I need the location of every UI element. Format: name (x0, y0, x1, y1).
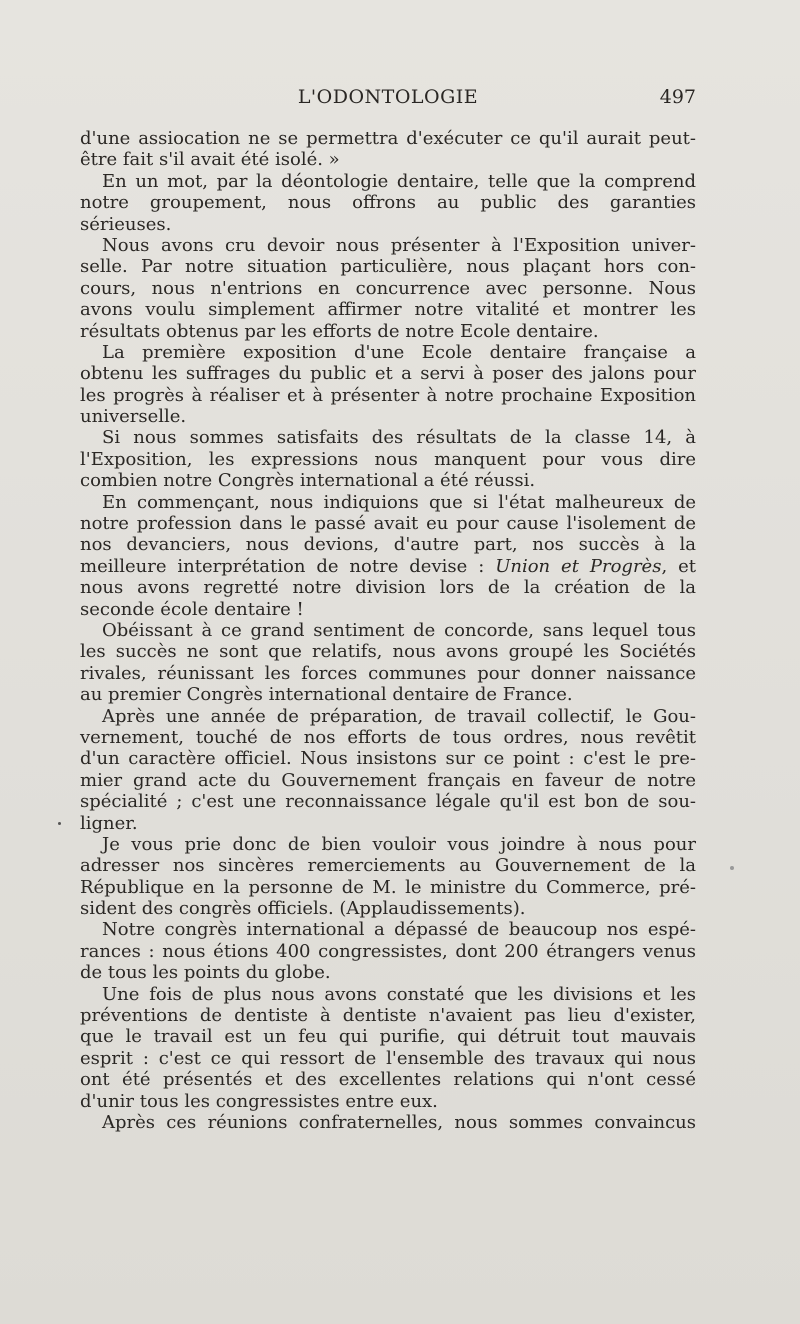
print-speck (730, 866, 734, 870)
text-line: d'unir tous les congressistes entre eux. (80, 1090, 438, 1112)
text-line: Je vous prie donc de bien vouloir vous joindre à nous pour (102, 833, 696, 855)
text-line: Une fois de plus nous avons constaté que les divisions et les (102, 983, 696, 1005)
text-line: sérieuses. (80, 213, 172, 235)
text-line: obtenu les suffrages du public et a servi à poser des jalons pour (80, 363, 696, 385)
text-line: de tous les points du globe. (80, 962, 331, 984)
text-line: cours, nous n'entrions en concurrence avec personne. Nous (80, 277, 696, 299)
text-line: que le travail est un feu qui purifie, qui détruit tout mauvais (80, 1026, 696, 1048)
text-line: Après une année de préparation, de travail collectif, le Gou- (102, 705, 696, 727)
text-line: En un mot, par la déontologie dentaire, telle que la comprend (102, 170, 696, 192)
text-line: ont été présentés et des excellentes relations qui n'ont cessé (80, 1069, 696, 1091)
motto-text: Union et Progrès (495, 555, 662, 577)
text-segment: , et (661, 555, 696, 577)
text-line: d'une assiocation ne se permettra d'exécuter ce qu'il aurait peut- (80, 128, 696, 149)
page-number: 497 (659, 86, 696, 108)
text-line: adresser nos sincères remerciements au Gouvernement de la (80, 855, 696, 877)
page-text (80, 128, 696, 1133)
text-line: République en la personne de M. le ministre du Commerce, pré- (80, 876, 696, 898)
text-line: spécialité ; c'est une reconnaissance légale qu'il est bon de sou- (80, 791, 696, 813)
text-line: seconde école dentaire ! (80, 598, 304, 620)
text-line: au premier Congrès international dentaire de France. (80, 684, 573, 706)
text-line: notre profession dans le passé avait eu pour cause l'isolement de (80, 513, 696, 535)
text-line-motto (80, 556, 696, 577)
text-line: ligner. (80, 812, 138, 834)
text-line: notre groupement, nous offrons au public des garanties (80, 192, 696, 214)
text-line: Après ces réunions confraternelles, nous sommes convaincus (102, 1111, 696, 1133)
text-line: Obéissant à ce grand sentiment de concorde, sans lequel tous (102, 619, 696, 641)
text-line: sident des congrès officiels. (Applaudissements). (80, 898, 526, 920)
text-line: nous avons regretté notre division lors de la création de la (80, 577, 696, 599)
text-line: vernement, touché de nos efforts de tous ordres, nous revêtit (80, 726, 696, 748)
text-line: esprit : c'est ce qui ressort de l'ensemble des travaux qui nous (80, 1047, 696, 1069)
text-line: rances : nous étions 400 congressistes, dont 200 étrangers venus (80, 940, 696, 962)
text-line: En commençant, nous indiquions que si l'état malheureux de (102, 491, 696, 513)
text-line: l'Exposition, les expressions nous manquent pour vous dire (80, 448, 696, 470)
text-segment: meilleure interprétation de notre devise : (80, 555, 485, 577)
text-line: les succès ne sont que relatifs, nous avons groupé les Sociétés (80, 641, 696, 663)
text-line: mier grand acte du Gouvernement français en faveur de notre (80, 769, 696, 791)
text-line: Notre congrès international a dépassé de beaucoup nos espé- (102, 919, 696, 941)
text-line: avons voulu simplement affirmer notre vitalité et montrer les (80, 299, 696, 321)
text-line: rivales, réunissant les forces communes pour donner naissance (80, 662, 696, 684)
running-header (80, 86, 696, 116)
text-line: les progrès à réaliser et à présenter à notre prochaine Exposition (80, 384, 696, 406)
text-line: universelle. (80, 406, 187, 428)
print-speck (58, 822, 61, 825)
text-line: Si nous sommes satisfaits des résultats de la classe 14, à (102, 427, 696, 449)
text-line: préventions de dentiste à dentiste n'avaient pas lieu d'exister, (80, 1005, 696, 1027)
text-line: d'un caractère officiel. Nous insistons sur ce point : c'est le pre- (80, 748, 696, 770)
text-line: selle. Par notre situation particulière, nous plaçant hors con- (80, 256, 696, 278)
text-line: résultats obtenus par les efforts de notre Ecole dentaire. (80, 320, 599, 342)
text-line: être fait s'il avait été isolé. » (80, 149, 340, 171)
text-line: Nous avons cru devoir nous présenter à l'Exposition univer- (102, 234, 696, 256)
text-line: combien notre Congrès international a été réussi. (80, 470, 536, 492)
text-line: La première exposition d'une Ecole dentaire française a (102, 341, 696, 363)
text-line: nos devanciers, nous devions, d'autre part, nos succès à la (80, 534, 696, 556)
running-title: L'ODONTOLOGIE (297, 86, 479, 108)
